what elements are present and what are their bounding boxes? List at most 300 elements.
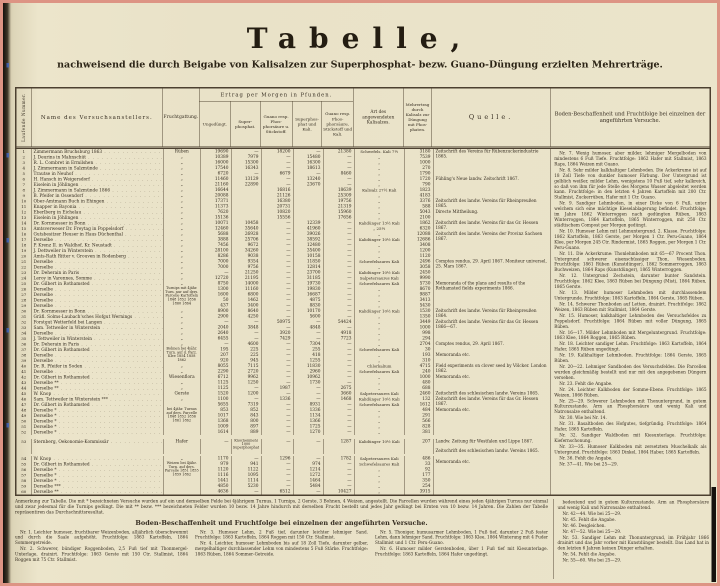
cell-kalisalz-art: „ [355,484,405,490]
cell-guano-kali: — [324,347,355,353]
quelle-entry: Directe Mittheilung. [435,209,479,214]
cell-guano-kali: — [324,226,355,232]
cell-mehrertrag: 1823 [405,188,434,194]
cell-superphosphat: 3848 [232,325,262,331]
cell-name: Dr. Deherain in Paris . . . [32,270,164,276]
cell-name: Derselbe * . . . [32,408,164,414]
cell-guano: 3920 [262,331,294,337]
cell-mehrertrag: 30 [405,347,434,353]
cell-ungeduengt: 7000 [201,265,232,271]
cell-guano-kali: — [324,166,355,172]
cell-guano: — [262,270,294,276]
cell-guano-kali: — [324,303,355,309]
cell-name: Ober-Amtmann Buch in Ehingen . . . [32,199,164,205]
cell-fruchtgattung: „ [164,177,201,183]
cell-kalisalz-art: „ [355,155,405,161]
cell-superphosphat: 9756 [232,265,262,271]
table-header [17,89,710,150]
table-row [17,439,434,454]
cell-fruchtgattung: „ [164,237,201,243]
cell-guano-kali: — [324,287,355,293]
cell-ungeduengt: — [201,342,232,348]
cell-superphosphat: 7115 [232,364,262,370]
cell-guano-kali: 1468 [324,397,355,403]
cell-mehrertrag: 270 [405,166,434,172]
footnote: Nr. 1. Leichter humoser, fruchtbarer Weizenboden, alljährlich überschwemmt und durch die Saale aufgehöht. Fruchtfolge: 1863 Kartoffeln, 1864 Sommergetreide. [15,529,188,546]
cell-superphosphat-kali: 31185 [294,276,324,282]
cell-mehrertrag: 5430 [405,303,434,309]
cell-nr: 58 [17,478,32,484]
cell-superphosphat-kali: 19830 [294,287,324,293]
cell-guano-kali: — [324,408,355,414]
cell-name: Trautse in Neuhof . . . [32,171,164,177]
cell-ungeduengt: 4636 [201,489,232,495]
cell-name: Derselbe . . . [32,358,164,364]
cell-nr: 13 [17,215,32,221]
cell-superphosphat: 21250 [232,270,262,276]
cell-ungeduengt: 4850 [201,484,232,490]
cell-kalisalz-art: „ 25½ [355,226,405,232]
cell-guano-kali: — [324,232,355,238]
cell-ungeduengt: — [201,439,232,454]
cell-guano: — [262,248,294,254]
cell-guano-kali: — [324,309,355,315]
cell-superphosphat: 8640 [232,309,262,315]
cell-fruchtgattung: „ [164,215,201,221]
cell-name: Derselbe . . . [32,287,164,293]
cell-fruchtgattung: „ [164,369,201,375]
cell-name: Zimmermann Bruchsburg 1863 . . . [32,149,164,155]
cell-mehrertrag: 177 [405,473,434,479]
cell-guano-kali: — [324,430,355,436]
cell-mehrertrag: 1350 [405,314,434,320]
cell-ungeduengt: 11373 [201,204,232,210]
cell-guano: — [262,276,294,282]
cell-superphosphat: — [232,149,262,155]
cell-name: Eiselein in Jöhlingen . . . [32,215,164,221]
cell-fruchtgattung: „ [164,226,201,232]
cell-ungeduengt: 17371 [201,199,232,205]
cell-fruchtgattung: „ [164,364,201,370]
footnote-column [375,529,548,563]
cell-superphosphat-kali: — [294,397,324,403]
cell-name: B. Pfeifer in Ossendorf . . . [32,193,164,199]
cell-guano-kali: — [324,325,355,331]
cell-guano: 16380 [262,199,294,205]
cell-ungeduengt: 6712 [201,375,232,381]
cell-superphosphat-kali: 13240 [294,177,324,183]
quelle-entry: Zeitschrift des landw. Vereins für das Gr. Hessen 1866—67. [435,319,539,329]
quelle-entry: Memoranda etc. [435,407,470,412]
cell-kalisalz-art: Schwefels. Kali 7½ [355,149,405,155]
cell-kalisalz-art: „ [355,177,405,183]
cell-guano-kali: — [324,259,355,265]
cell-superphosphat-kali: 1336 [294,408,324,414]
cell-nr: 59 [17,484,32,490]
cell-guano: — [262,353,294,359]
cell-superphosphat-kali: — [294,320,324,326]
footnote: Nr. 45. Fehlt die Angabe. [562,516,616,522]
quelle-entry: Memoranda etc. [435,374,470,379]
cell-guano: — [262,391,294,397]
cell-ungeduengt: 15136 [201,215,232,221]
header-kalisalz-art: Art des angewendeten Kalisalzes. [354,89,404,147]
cell-fruchtgattung: „ [164,171,201,177]
cell-mehrertrag: 8670 [405,287,434,293]
cell-superphosphat: 5230 [232,484,262,490]
footnote: Nr. 5. Thoniger, humusarmer Lehmboden, 1 Fuß tief, darunter 2 Fuß fester Lehm, dann lehmiger Sand. Fruchtfolge: 1863 Klee, 1864 Winterung mit 4 Fuder Stallmist und 1 Ctr. Peru-Guano. [375,529,548,546]
header-guano-kali: Guano resp. Phos- phorsäure, Stickstoff und Kali. [323,111,353,137]
results-table [15,87,711,496]
cell-nr: 21 [17,259,32,265]
scan-edge-shadow [3,3,11,583]
cell-superphosphat: — [232,397,262,403]
cell-ungeduengt: 1017 [201,413,232,419]
cell-ungeduengt: 920 [201,358,232,364]
cell-ungeduengt: 1600 [201,292,232,298]
cell-kalisalz-art: Schwefelsaures Kali [355,347,405,353]
cell-superphosphat-kali: 1270 [294,430,324,436]
cell-superphosphat-kali: 1730 [294,380,324,386]
boden-paragraph: Nr. 12. Untergrund Zechstein, darunter bunter Sandstein. Fruchtfolge: 1862 Klee, 1863 Rüben bei Düngung (Mist), 1864 Rüben, 1865 Gerste. [554,273,707,290]
cell-kalisalz-art: „ [355,303,405,309]
cell-mehrertrag: 1000 [405,160,434,166]
cell-fruchtgattung: „ [164,210,201,216]
cell-superphosphat: 11160 [232,287,262,293]
cell-nr: 22 [17,265,32,271]
cell-ungeduengt: 6455 [201,336,232,342]
cell-fruchtgattung: „ [164,386,201,392]
cell-ungeduengt: — [201,320,232,326]
cell-mehrertrag: 9887 [405,292,434,298]
cell-mehrertrag: 350 [405,478,434,484]
cell-guano: 15556 [262,215,294,221]
cell-nr: 50 [17,419,32,425]
cell-nr: 31 [17,314,32,320]
cell-name: Derselbe * . . . [32,467,164,473]
cell-ungeduengt: 979 [201,462,232,468]
cell-guano: — [262,462,294,468]
cell-guano: — [262,155,294,161]
cell-kalisalz-art: „ [355,210,405,216]
cell-superphosphat-kali: — [294,331,324,337]
cell-guano-kali: 10427 [324,489,355,495]
cell-nr: 40 [17,364,32,370]
cell-nr: 51 [17,424,32,430]
cell-guano: — [262,232,294,238]
cell-guano: — [262,166,294,172]
cell-guano: 7429 [262,336,294,342]
cell-name: Derselbe . . . [32,303,164,309]
cell-nr: 47 [17,402,32,408]
cell-mehrertrag: 193 [405,353,434,359]
quelle-entry: Field experiments on clover seed by Völcker. London 1862. [435,363,547,373]
cell-name: W. Knop . . . [32,456,164,462]
cell-ungeduengt: 8900 [201,309,232,315]
cell-guano-kali: — [324,254,355,260]
cell-superphosphat-kali: 35400 [294,248,324,254]
cell-mehrertrag: 484 [405,408,434,414]
cell-nr: 37 [17,347,32,353]
cell-name: Gutsbesitzer Heuser in Haus Düchenthal . . . [32,232,164,238]
cell-fruchtgattung: „ [164,182,201,188]
cell-fruchtgattung: „ [164,276,201,282]
cell-name: P. Krenz II. in Waldhof, Kr. Neustadt . . . [32,243,164,249]
cell-guano: — [262,298,294,304]
cell-mehrertrag: 1720 [405,177,434,183]
cell-kalisalz-art: „ [355,160,405,166]
cell-superphosphat-kali: 7304 [294,342,324,348]
cell-nr: 46 [17,397,32,403]
cell-mehrertrag: 3180 [405,149,434,155]
cell-guano: — [262,281,294,287]
cell-guano: — [262,287,294,293]
cell-name: Eiselein in Jöhlingen . . . [32,182,164,188]
cell-superphosphat-kali: 1272 [294,473,324,479]
cell-nr: 42 [17,375,32,381]
cell-kalisalz-art: „ [355,342,405,348]
boden-paragraph: Nr. 14. Schwerer Thonboden auf Letten, drainirt. Fruchtfolge: 1862 Weizen, 1863 Rüben mit Stallmist, 1864 Gerste. [554,301,707,312]
cell-mehrertrag: 92 [405,467,434,473]
cell-nr: 32 [17,320,32,326]
cell-kalisalz-art: „ [355,292,405,298]
cell-name: J. Zimmermann in Salzmünde 1866 . . . [32,188,164,194]
cell-superphosphat-kali: 11850 [294,259,324,265]
quelle-entry: Comptes rendus, 29. April 1867. [435,341,504,346]
cell-guano: — [262,243,294,249]
cell-superphosphat: 16343 [232,166,262,172]
cell-ungeduengt: 8750 [201,281,232,287]
cell-ungeduengt: 17540 [201,166,232,172]
blue-tick-mark [7,238,10,243]
cell-nr: 52 [17,430,32,436]
cell-superphosphat: 1200 [232,391,262,397]
cell-mehrertrag: 3915 [405,489,434,495]
cell-superphosphat: 21195 [232,276,262,282]
cell-superphosphat-kali: 12814 [294,265,324,271]
cell-mehrertrag: 310 [405,358,434,364]
cell-guano: — [262,160,294,166]
cell-superphosphat: 9354 [232,259,262,265]
cell-fruchtgattung [164,489,201,495]
cell-superphosphat: 13129 [232,177,262,183]
cell-guano-kali: 7723 [324,336,355,342]
cell-superphosphat-kali: 23700 [294,270,324,276]
cell-kalisalz-art: Kalidünger 10½ Kali [355,397,405,403]
boden-paragraph: Nr. 9. Sandiger Lehmboden, in einer Dicke von 6 Fuß, unter welchem sich eine mächtige Kieselablagerung befindet. Fruchtfolge: im Jahre 1862 Winterroggen nach gedüngten Rüben, 1863 Winterroggen, 1864 Kartoffeln, 1865 Winterroggen, mit 250 Ctr. städtischem Compost per Morgen gedüngt. [554,200,707,228]
boden-paragraph: Nr. 20—22. Lehmiger Sandboden des Versuchsfeldes. Die Parcellen wurden gleichmäßig bestellt und nur mit den angegebenen Düngern versehen. [554,364,707,380]
cell-kalisalz-art: Kalidünger 10½ Kali [355,270,405,276]
anmerkung: Anmerkung zur Tabelle. Die mit * bezeichneten Versuche wurden auf ein und demselben Felde bei 4jährigem Turnus, 1 Turnips, 2 Gerste, 3 Bohnen, 4 Weizen, angestellt. Die Parcellen wurden während eines jeden 4jährigen Turnus nur einmal und zwar jedesmal für die Turnips gedüngt. Die mit ** bezw. *** bezeichneten Felder wurden 10 bezw. 14 Jahre hindurch mit derselben Frucht bestellt und jedes Jahr gedüngt bei Ernten von 10 bezw. 14 Jahren. Die Zahlen der Tabelle repräsentiren das Durchschnittsresultat. [15,499,548,516]
cell-name: Dr. Gilbert in Rothamsted . . . [32,347,164,353]
cell-superphosphat: — [232,336,262,342]
cell-ungeduengt: 2290 [201,369,232,375]
cell-name: J. Dettweiler in Winterstein . . . [32,248,164,254]
cell-guano: — [262,309,294,315]
cell-name: Derselbe . . . [32,298,164,304]
cell-guano-kali: — [324,473,355,479]
cell-superphosphat: — [232,171,262,177]
cell-mehrertrag: 132 [405,397,434,403]
cell-guano-kali: — [324,237,355,243]
cell-name: Sternberg, Oekonomie-Kommissär . . . [32,439,164,454]
cell-superphosphat-kali: — [294,149,324,155]
cell-superphosphat-kali: 418 [294,353,324,359]
footnote-column [195,529,368,563]
cell-ungeduengt: 12460 [201,226,232,232]
cell-superphosphat-kali: 5600 [294,314,324,320]
cell-kalisalz-art: Salpetersaures Kali [355,391,405,397]
cell-guano-kali: — [324,270,355,276]
cell-name: R. L. Combret in Ermilshen . . . [32,160,164,166]
quelle-entry: Zeitschrift des schlesischen landw. Vereins 1865. [435,448,539,453]
cell-superphosphat-kali: 10962 [294,375,324,381]
cell-nr: 4 [17,166,32,172]
cell-superphosphat: 852 [232,408,262,414]
cell-mehrertrag: 1530 [405,309,434,315]
boden-paragraph: Nr. 18. Leichter sandiger Lehm. Fruchtfolge: 1863 Kartoffeln, 1864 Hafer, 1865 Rüben ungedüngt. [554,341,707,352]
cell-name: Derselbe . . . [32,369,164,375]
cell-guano-kali: — [324,243,355,249]
paper-sheet [3,3,717,583]
cell-nr: 45 [17,391,32,397]
cell-ungeduengt: 1300 [201,287,232,293]
cell-name: Derselbe ** . . . [32,489,164,495]
quelle-entry: Landw. Zeitung für Westfalen und Lippe 1867. [435,438,534,444]
cell-guano: — [262,347,294,353]
cell-guano: — [262,259,294,265]
cell-superphosphat: Knochenmehl 1000 Superphosphat [232,439,262,454]
boden-paragraph: Nr. 25—29. Schwerer Lehmboden mit Thonuntergrund, in gutem Kulturzustande. Arm an Phosphorsäure und wenig Kali und Natronsalze enthaltend. [554,398,707,415]
cell-mehrertrag: 688 [405,386,434,392]
cell-superphosphat-kali: 8931 [294,402,324,408]
cell-name: Amts-Rath Ritter v. Grouven in Rodenberg . . . [32,254,164,260]
boden-paragraph: Nr. 23. Fehlt die Angabe. [559,380,613,386]
cell-nr: 43 [17,380,32,386]
cell-guano-kali: 15960 [324,210,355,216]
cell-guano-kali: 2675 [324,386,355,392]
cell-ungeduengt: 2900 [201,314,232,320]
cell-guano: 20731 [262,204,294,210]
cell-kalisalz-art: „ [355,419,405,425]
table-row [17,430,434,436]
cell-nr: 53 [17,439,32,454]
cell-guano: 6512 [262,489,294,495]
cell-guano-kali: — [324,221,355,227]
cell-fruchtgattung: „ [164,320,201,326]
cell-fruchtgattung: „ [164,397,201,403]
cell-guano: — [262,380,294,386]
cell-ungeduengt: 1116 [201,473,232,479]
cell-guano-kali: — [324,478,355,484]
boden-paragraph: Nr. 32. Sandiger Waldboden mit Kiesunterlage. Fruchtfolge: Kiefernschonung. [554,432,707,444]
cell-fruchtgattung: „ [164,309,201,315]
header-ertrag-group [200,89,354,147]
cell-mehrertrag: 588 [405,204,434,210]
cell-superphosphat: 1462 [232,298,262,304]
cell-superphosphat-kali: — [294,439,324,454]
cell-guano: — [262,364,294,370]
cell-kalisalz-art: „ [355,424,405,430]
cell-mehrertrag: 1000 [405,325,434,331]
cell-fruchtgattung: „ [164,199,201,205]
cell-guano-kali: — [324,276,355,282]
cell-guano-kali: — [324,484,355,490]
cell-superphosphat-kali: 41960 [294,226,324,232]
cell-kalisalz-art: Schwefelsaures Kali [355,281,405,287]
cell-fruchtgattung: „ [164,270,201,276]
cell-fruchtgattung: „ [164,232,201,238]
cell-ungeduengt: 1520 [201,391,232,397]
cell-guano-kali: 1287 [324,439,355,454]
cell-superphosphat: — [232,489,262,495]
cell-name: Sam. Tettweiler in Winterstein . . . [32,325,164,331]
cell-guano-kali: — [324,353,355,359]
cell-guano-kali: 1782 [324,456,355,462]
cell-guano: — [262,408,294,414]
cell-kalisalz-art: „ [355,265,405,271]
quelle-column [434,149,552,495]
cell-nr: 25 [17,281,32,287]
cell-nr: 19 [17,248,32,254]
blue-tick-mark [7,153,10,158]
cell-kalisalz-art: „ [355,375,405,381]
footnote: Nr. 55—60. Wie bei 25—29. [562,557,622,563]
cell-guano-kali: — [324,160,355,166]
header-quelle: Quelle. [432,89,550,147]
cell-guano-kali: — [324,413,355,419]
cell-superphosphat: 22890 [232,182,262,188]
cell-nr: 15 [17,226,32,232]
cell-fruchtgattung: Rüben [164,149,201,155]
footnote: Nr. 54. Fehlt die Angabe. [562,551,616,557]
cell-guano: — [262,177,294,183]
cell-ungeduengt: 10071 [201,221,232,227]
cell-mehrertrag: 1000 [405,375,434,381]
cell-superphosphat-kali: 16300 [294,160,324,166]
cell-ungeduengt: 437 [201,303,232,309]
cell-kalisalz-art: „ [355,215,405,221]
cell-superphosphat: — [232,320,262,326]
cell-name: Derselbe * . . . [32,419,164,425]
cell-superphosphat: 9038 [232,254,262,260]
cell-fruchtgattung: „ [164,456,201,462]
cell-name: Derselbe * . . . [32,473,164,479]
footnotes-area [15,499,711,579]
cell-guano-kali: 19756 [324,199,355,205]
cell-superphosphat-kali: — [294,456,324,462]
cell-ungeduengt: 2040 [201,325,232,331]
cell-ungeduengt: 8286 [201,254,232,260]
cell-mehrertrag: 1612 [405,402,434,408]
cell-kalisalz-art: Kalidünger 10½ Kali [355,309,405,315]
cell-guano-kali: — [324,265,355,271]
cell-guano-kali: 54424 [324,320,355,326]
cell-nr: 17 [17,237,32,243]
cell-mehrertrag: 2704 [405,342,434,348]
cell-fruchtgattung: „ [164,204,201,210]
cell-ungeduengt: 1614 [201,430,232,436]
cell-fruchtgattung: „ [164,331,201,337]
cell-mehrertrag: 2460 [405,391,434,397]
footnote: Nr. 6. Humoser milder Gerstenboden, über 1 Fuß tief mit Kiesunterlage. Fruchtfolge: 1863 Kartoffeln, 1864 Hafer ungedüngt. [375,546,548,557]
cell-name: J. Zimmermann in Salzmünde . . . [32,166,164,172]
cell-nr: 38 [17,353,32,359]
quelle-entry: Fühling's Neue landw. Zeitschrift 1867. [435,176,519,181]
cell-ungeduengt: 1009 [201,424,232,430]
cell-superphosphat: 9962 [232,375,262,381]
quelle-entry: Zeitschrift des landw. Vereins für Rheinpreußen 1865. [435,198,537,208]
